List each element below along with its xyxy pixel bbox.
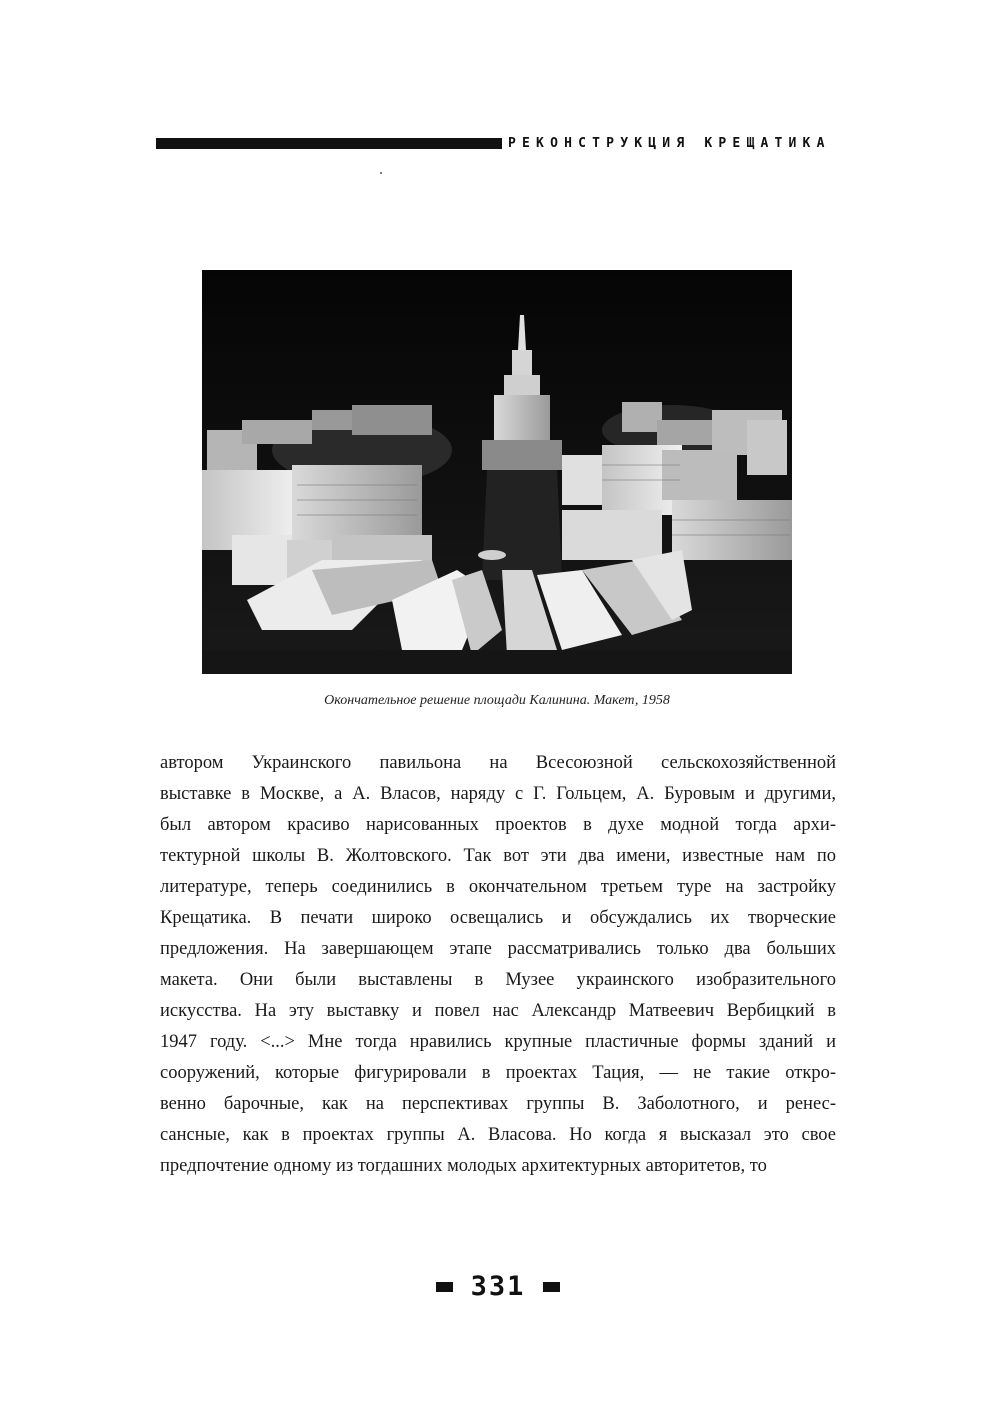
body-line: сооружений, которые фигурировали в проектах Тация, — не такие откро-: [160, 1063, 836, 1083]
speck: [380, 172, 382, 174]
page-footer: [436, 1272, 560, 1302]
body-line: 1947 году. <...> Мне тогда нравились крупные пластичные формы зданий и: [160, 1032, 836, 1052]
figure-caption: Окончательное решение площади Калинина. Макет, 1958: [324, 693, 670, 708]
page-num-left-block: [436, 1282, 453, 1292]
page-num-right-block: [543, 1282, 560, 1292]
body-text: [160, 748, 836, 1182]
body-line: Крещатика. В печати широко освещались и обсуждались их творческие: [160, 908, 836, 928]
body-line: был автором красиво нарисованных проектов в духе модной тогда архи-: [160, 815, 836, 835]
body-line: предложения. На завершающем этапе рассматривались только два больших: [160, 939, 836, 959]
running-title: РЕКОНСТРУКЦИЯ КРЕЩАТИКА: [508, 136, 831, 151]
header-rule: [156, 138, 502, 149]
body-line: литературе, теперь соединились в окончательном третьем туре на застройку: [160, 877, 836, 897]
body-line: предпочтение одному из тогдашних молодых архитектурных авторитетов, то: [160, 1156, 767, 1176]
page-number: 331: [470, 1271, 526, 1302]
body-line: искусства. На эту выставку и повел нас Александр Матвеевич Вербицкий в: [160, 1001, 836, 1021]
body-line: сансные, как в проектах группы А. Власова. Но когда я высказал это свое: [160, 1125, 836, 1145]
body-line: венно барочные, как на перспективах группы В. Заболотного, и ренес-: [160, 1094, 836, 1114]
model-photo: [202, 270, 792, 674]
body-line: макета. Они были выставлены в Музее украинского изобразительного: [160, 970, 836, 990]
body-line: выставке в Москве, а А. Власов, наряду с Г. Гольцем, А. Буровым и другими,: [160, 784, 836, 804]
body-line: тектурной школы В. Жолтовского. Так вот эти два имени, известные нам по: [160, 846, 836, 866]
body-line: автором Украинского павильона на Всесоюзной сельскохозяйственной: [160, 753, 836, 773]
